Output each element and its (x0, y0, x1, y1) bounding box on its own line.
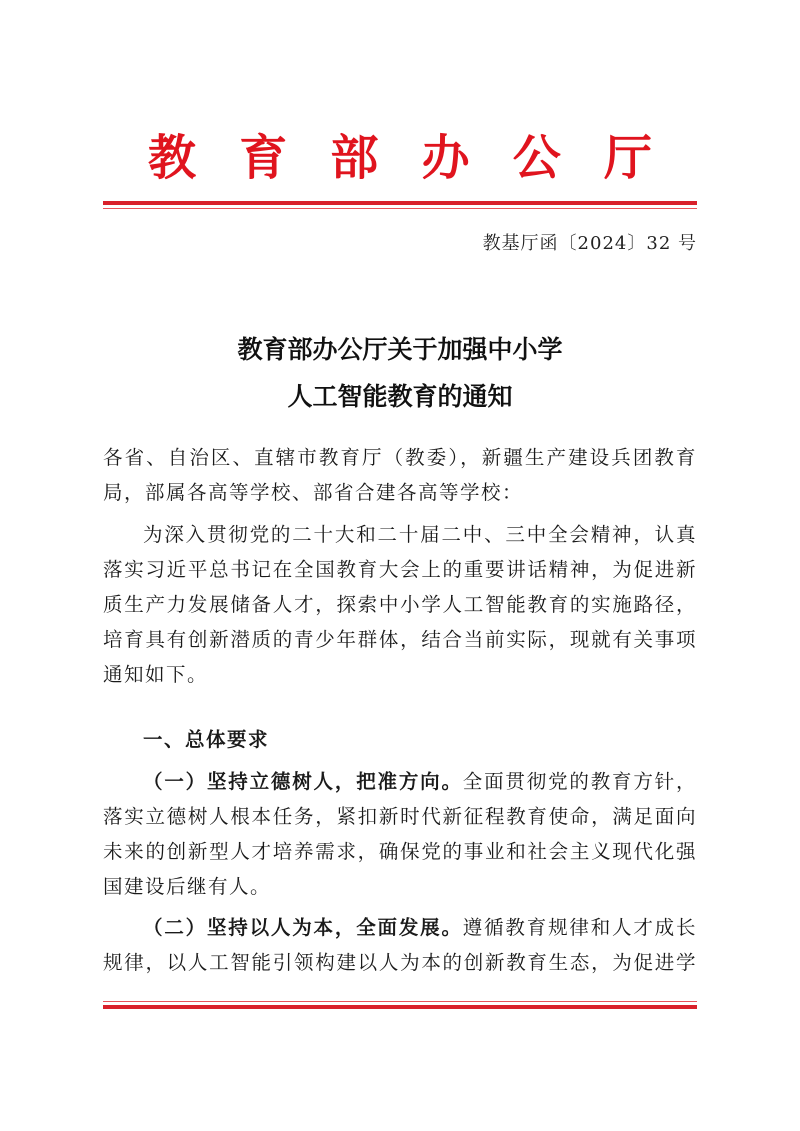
intro-paragraph (103, 517, 697, 692)
item-first-line (103, 910, 697, 945)
item-text: 全面贯彻党的教育方针， (462, 770, 697, 793)
document-title-line-2: 人工智能教育的通知 (287, 382, 513, 411)
masthead-char: 公 (512, 130, 561, 186)
item-first-line (103, 764, 697, 799)
masthead-char: 育 (239, 130, 288, 186)
section-1-item-1 (103, 764, 697, 904)
addressees-line: 各省、自治区、直辖市教育厅（教委），新疆生产建设兵团教育 (103, 446, 697, 469)
footer-rule-thick (103, 1005, 697, 1009)
intro-line: 通知如下。 (103, 663, 209, 686)
item-lead: （二）坚持以人为本，全面发展。 (143, 916, 463, 939)
intro-line: 培育具有创新潜质的青少年群体，结合当前实际，现就有关事项 (103, 628, 697, 651)
masthead-char: 部 (330, 130, 379, 186)
masthead-char: 厅 (603, 130, 652, 186)
masthead-char: 教 (148, 130, 197, 186)
addressees (103, 440, 697, 510)
item-line: 国建设后继有人。 (103, 875, 272, 898)
document-number: 教基厅函〔2024〕32 号 (482, 233, 697, 254)
masthead-rule-thin (103, 208, 697, 209)
item-text: 遵循教育规律和人才成长 (462, 916, 697, 939)
footer-rule-thin (103, 1001, 697, 1002)
intro-line: 质生产力发展储备人才，探索中小学人工智能教育的实施路径， (103, 593, 697, 616)
item-line: 未来的创新型人才培养需求，确保党的事业和社会主义现代化强 (103, 840, 697, 863)
masthead (100, 128, 700, 188)
section-heading: 一、总体要求 (143, 728, 270, 751)
intro-line: 落实习近平总书记在全国教育大会上的重要讲话精神，为促进新 (103, 558, 697, 581)
masthead-char: 办 (421, 130, 470, 186)
document-title-line-1: 教育部办公厅关于加强中小学 (237, 335, 563, 364)
intro-line: 为深入贯彻党的二十大和二十届二中、三中全会精神，认真 (143, 523, 697, 546)
section-1-item-2 (103, 910, 697, 980)
addressees-line: 局，部属各高等学校、部省合建各高等学校： (103, 481, 524, 504)
section-1 (103, 722, 697, 757)
item-lead: （一）坚持立德树人，把准方向。 (143, 770, 463, 793)
masthead-rule-thick (103, 201, 697, 205)
item-line: 落实立德树人根本任务，紧扣新时代新征程教育使命，满足面向 (103, 805, 697, 828)
item-line: 规律，以人工智能引领构建以人为本的创新教育生态，为促进学 (103, 951, 697, 974)
